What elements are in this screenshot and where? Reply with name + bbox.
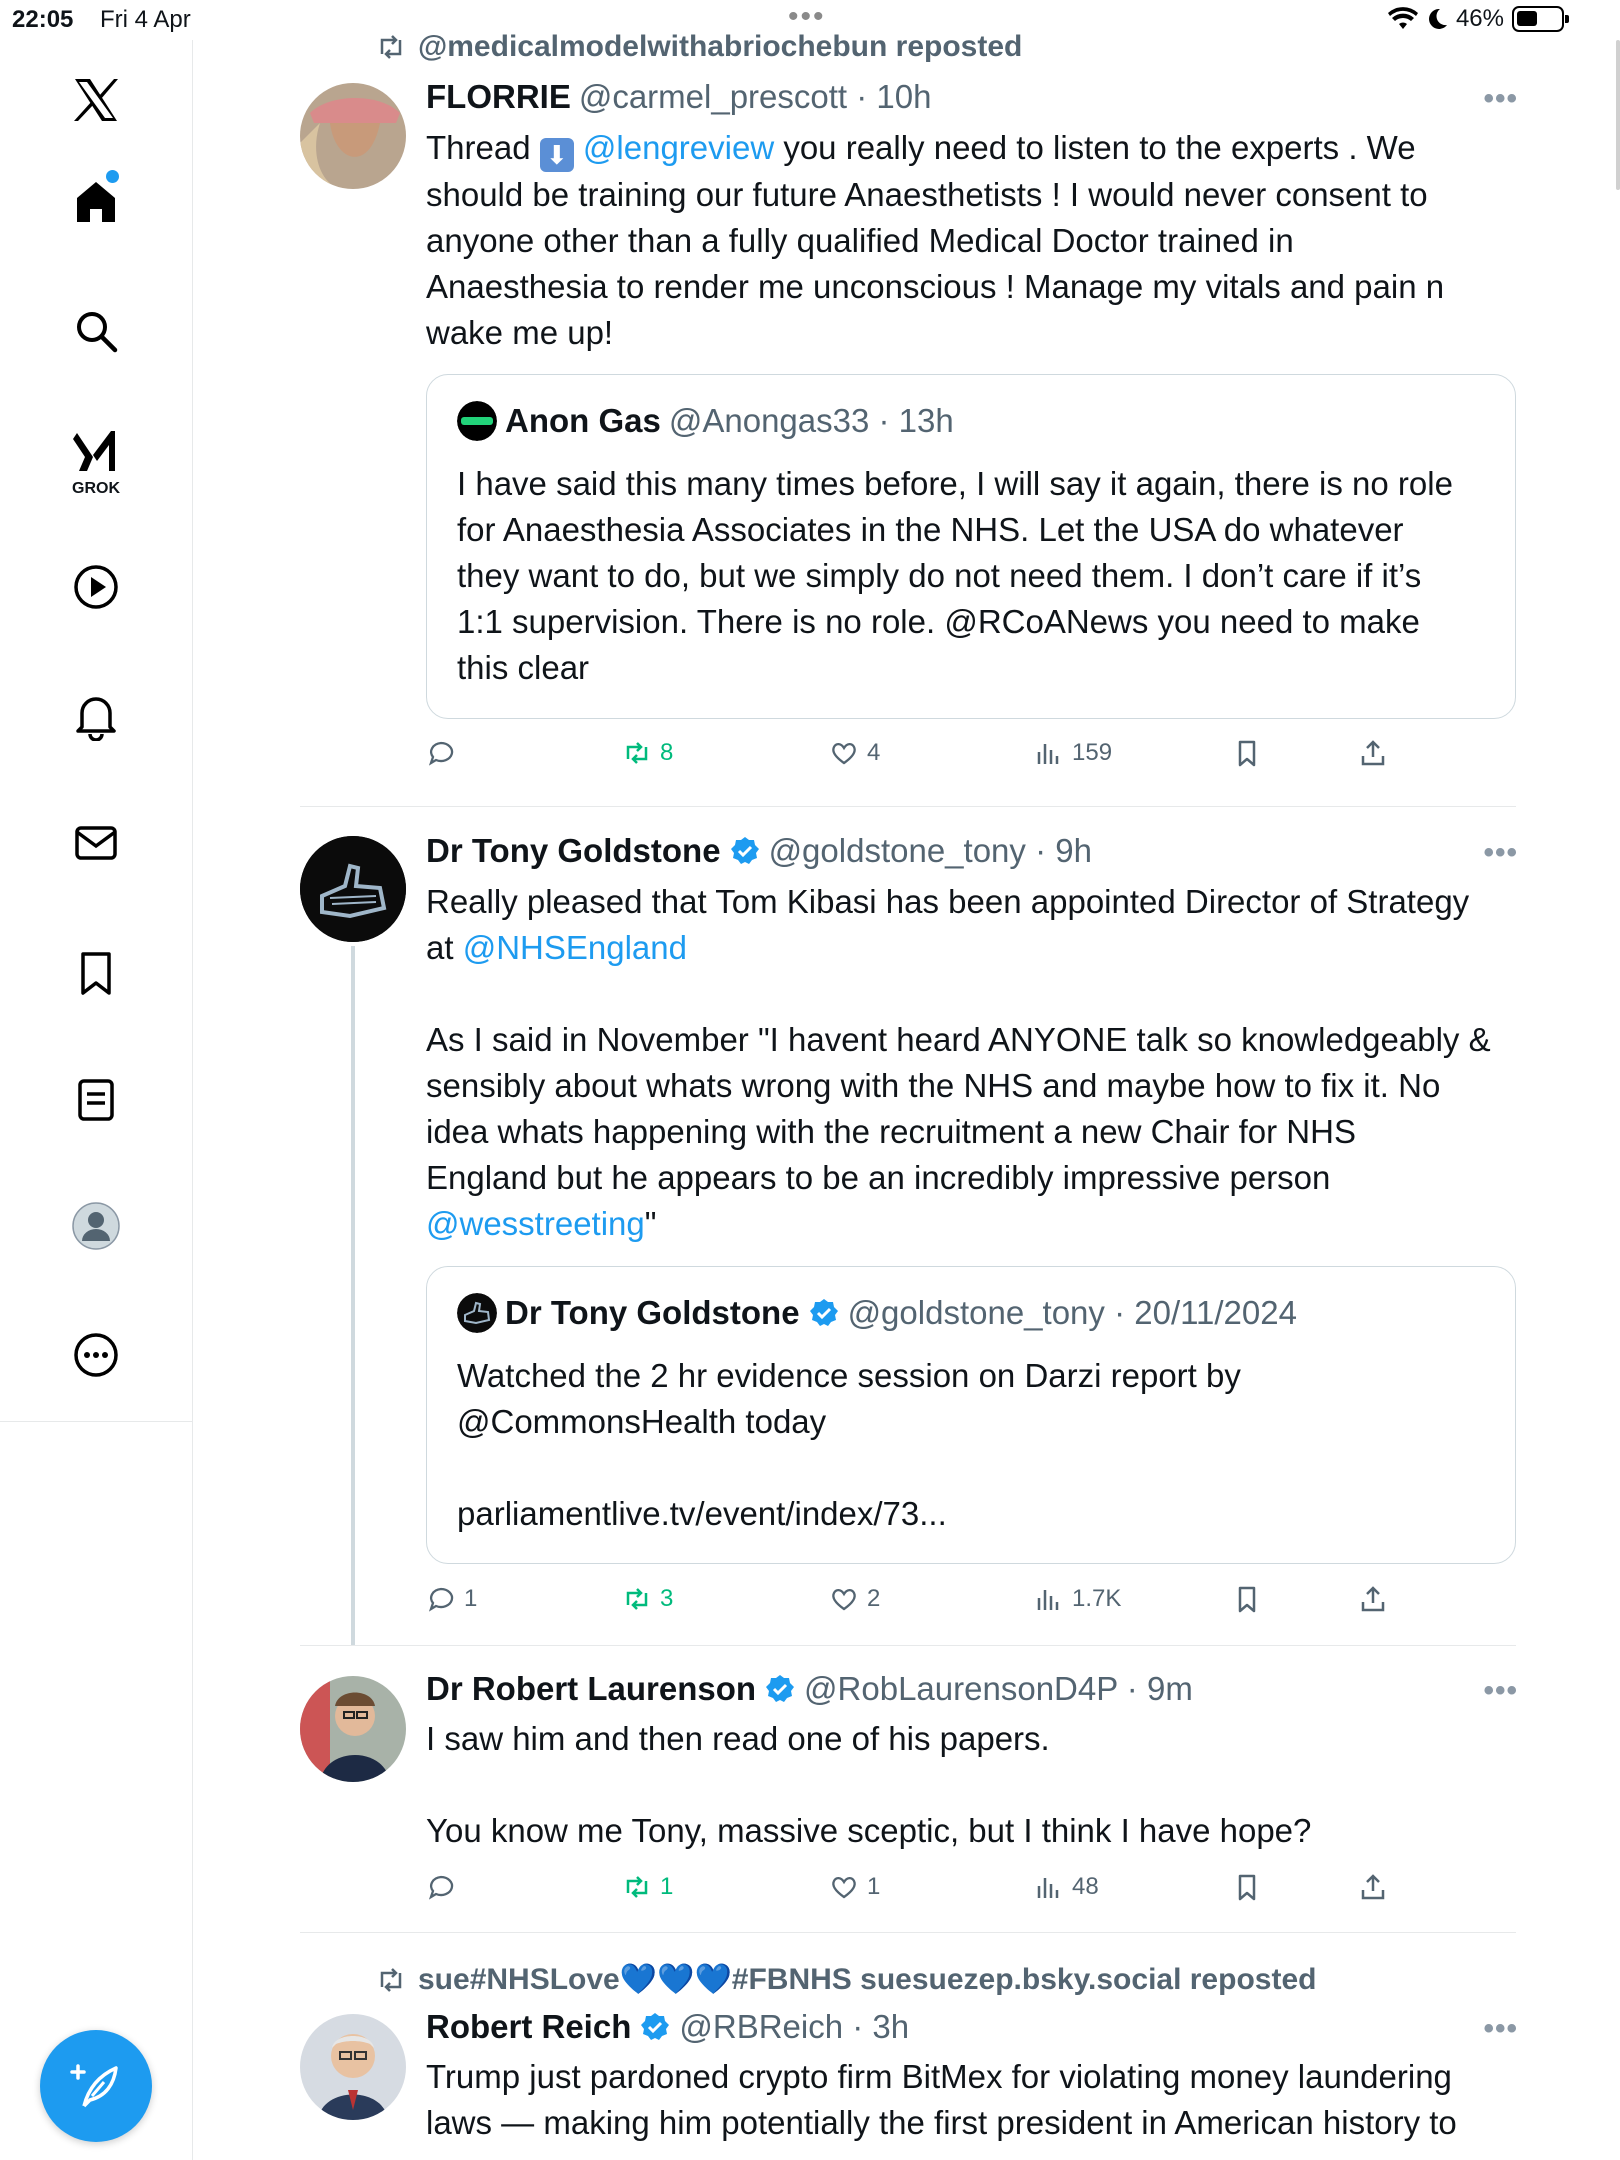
post-text-line: You know me Tony, massive sceptic, but I think I have hope? [426,1812,1312,1849]
views-button[interactable] [1034,1584,1121,1614]
sidebar [0,40,193,2160]
post-text-line: you really need to listen to the experts . We [783,129,1416,166]
author-handle-time[interactable]: @carmel_prescott · 10h [578,78,932,115]
x-logo-icon[interactable] [66,70,126,130]
post-text-line: As I said in November "I havent heard ANYONE talk so knowledgeably & [426,1021,1491,1058]
mention-link[interactable]: @NHSEngland [462,929,687,966]
bookmark-button[interactable] [1232,1872,1262,1902]
post-text-line: Really pleased that Tom Kibasi has been appointed Director of Strategy [426,883,1470,920]
post-divider [300,1932,1516,1933]
messages-envelope-icon[interactable] [66,813,126,873]
scrollbar[interactable] [1616,40,1620,190]
share-button[interactable] [1358,738,1388,768]
avatar[interactable] [300,83,406,189]
like-button[interactable] [829,1584,880,1614]
quote-author-meta: @goldstone_tony · 20/11/2024 [847,1294,1297,1331]
repost-icon [376,32,406,62]
post-text-line: wake me up! [426,314,614,351]
reply-icon [426,1872,456,1902]
repost-count: 1 [660,1873,674,1900]
bookmark-button[interactable] [1232,738,1262,768]
notifications-bell-icon[interactable] [66,686,126,746]
quote-text-line: Watched the 2 hr evidence session on Darzi report by [457,1357,1241,1394]
post-more-icon[interactable]: ••• [1483,1674,1518,1707]
post-actions [426,1872,1426,1912]
reply-count: 1 [464,1585,478,1612]
post-actions [426,1584,1426,1624]
reposted-by-text[interactable]: sue#NHSLove💙💙💙#FBNHS suesuezep.bsky.social reposted [418,1963,1317,1996]
quote-link-text[interactable]: parliamentlive.tv/event/index/73... [457,1495,947,1532]
author-handle-time[interactable]: @RBReich · 3h [679,2008,910,2045]
moon-icon [1426,7,1448,31]
heart-icon [829,738,859,768]
repost-icon [622,738,652,768]
quote-avatar [457,401,497,441]
like-count: 4 [867,739,881,766]
quote-author-name: Anon Gas [505,402,661,439]
author-handle-time[interactable]: @goldstone_tony · 9h [768,832,1092,869]
compose-post-button[interactable] [40,2030,152,2142]
post-text-line: I saw him and then read one of his papers. [426,1720,1050,1757]
reply-button[interactable] [426,1872,456,1902]
battery-icon [1512,6,1564,32]
post-text-line: Trump just pardoned crypto firm BitMex for violating money laundering [426,2058,1452,2095]
post-text-line: laws — making him potentially the first president in American history to [426,2104,1457,2141]
thread-connector [351,946,355,1646]
author-name[interactable]: Dr Robert Laurenson [426,1670,757,1707]
repost-button[interactable] [622,1584,673,1614]
author-handle-time[interactable]: @RobLaurensonD4P · 9m [804,1670,1193,1707]
view-count: 159 [1072,739,1113,766]
like-button[interactable] [829,738,880,768]
quote-text-line: I have said this many times before, I will say it again, there is no role [457,465,1453,502]
like-count: 2 [867,1585,881,1612]
reply-icon [426,1584,456,1614]
post-text [426,879,1521,1247]
heart-icon [829,1584,859,1614]
down-arrow-emoji-icon: ⬇ [540,138,574,172]
quote-text-line: they want to do, but we simply do not need them. I don’t care if it’s [457,557,1422,594]
avatar[interactable] [300,1676,406,1782]
reply-icon [426,738,456,768]
repost-icon [622,1584,652,1614]
post-text-line: " [644,1205,657,1242]
bookmark-icon [1232,1872,1262,1902]
bookmarks-icon[interactable] [66,943,126,1003]
reply-button[interactable] [426,1584,477,1614]
post-text-line: at [426,929,454,966]
post-text-line: should be training our future Anaesthetists ! I would never consent to [426,176,1428,213]
wifi-icon [1388,7,1418,31]
avatar[interactable] [300,836,406,942]
post-more-icon[interactable]: ••• [1483,82,1518,115]
quote-text-line: 1:1 supervision. There is no role. @RCoANews you need to make [457,603,1420,640]
quote-text-line: @CommonsHealth today [457,1403,827,1440]
share-button[interactable] [1358,1872,1388,1902]
share-icon [1358,1872,1388,1902]
author-name[interactable]: Dr Tony Goldstone [426,832,721,869]
post-text-line: sensibly about whats wrong with the NHS and maybe how to fix it. No [426,1067,1441,1104]
author-name[interactable]: FLORRIE [426,78,571,115]
like-count: 1 [867,1873,881,1900]
post-text-line: Thread [426,129,531,166]
lists-icon[interactable] [66,1070,126,1130]
post-actions [426,738,1426,778]
post-text-line: England but he appears to be an incredibly impressive person [426,1159,1331,1196]
verified-badge-icon [808,1297,840,1329]
repost-count: 8 [660,739,674,766]
view-count: 1.7K [1072,1585,1122,1612]
profile-avatar-icon[interactable] [66,1196,126,1256]
verified-badge-icon [729,835,761,867]
repost-count: 3 [660,1585,674,1612]
repost-button[interactable] [622,1872,673,1902]
search-icon[interactable] [66,301,126,361]
quoted-post[interactable] [426,1266,1516,1564]
views-chart-icon [1034,738,1064,768]
heart-icon [829,1872,859,1902]
views-button[interactable] [1034,738,1112,768]
grok-icon[interactable] [66,422,126,482]
status-time: 22:05 [12,6,74,33]
repost-icon [376,1965,406,1995]
post-text-line: Anaesthesia to render me unconscious ! Manage my vitals and pain n [426,268,1445,305]
compose-feather-icon [70,2060,122,2112]
like-button[interactable] [829,1872,880,1902]
repost-indicator [376,30,1022,64]
battery-percent: 46% [1455,5,1504,32]
post-more-icon[interactable]: ••• [1483,836,1518,869]
view-count: 48 [1072,1873,1099,1900]
views-chart-icon [1034,1872,1064,1902]
video-icon[interactable] [66,557,126,617]
grok-label: GROK [72,480,120,497]
post-text [426,125,1516,356]
post-text [426,2054,1521,2146]
avatar[interactable] [300,2014,406,2120]
quoted-post[interactable] [426,374,1516,719]
share-icon [1358,1584,1388,1614]
reply-button[interactable] [426,738,456,768]
post-divider [300,806,1516,807]
quote-author-name: Dr Tony Goldstone [505,1294,800,1331]
author-name[interactable]: Robert Reich [426,2008,632,2045]
repost-button[interactable] [622,738,673,768]
post-divider [300,1645,1516,1646]
verified-badge-icon [639,2011,671,2043]
repost-indicator [376,1962,1316,1997]
post-text-line: idea whats happening with the recruitment a new Chair for NHS [426,1113,1356,1150]
bookmark-button[interactable] [1232,1584,1262,1614]
verified-badge-icon [764,1673,796,1705]
post-more-icon[interactable]: ••• [1483,2012,1518,2045]
post-text [426,1716,1516,1854]
share-button[interactable] [1358,1584,1388,1614]
reposted-by-text[interactable]: @medicalmodelwithabriochebun reposted [418,30,1023,63]
mention-link[interactable]: @wesstreeting [426,1205,645,1242]
more-options-icon[interactable] [66,1325,126,1385]
mention-link[interactable]: @lengreview [582,129,775,166]
share-icon [1358,738,1388,768]
quote-avatar [457,1293,497,1333]
multitask-dots-icon[interactable]: ••• [788,0,826,33]
views-button[interactable] [1034,1872,1099,1902]
repost-icon [622,1872,652,1902]
bookmark-icon [1232,1584,1262,1614]
quote-text-line: this clear [457,649,590,686]
home-notification-dot [106,170,119,183]
post-text-line: anyone other than a fully qualified Medical Doctor trained in [426,222,1294,259]
sidebar-divider [0,1421,193,1422]
status-date: Fri 4 Apr [100,6,191,33]
quote-author-meta: @Anongas33 · 13h [668,402,954,439]
views-chart-icon [1034,1584,1064,1614]
quote-text-line: for Anaesthesia Associates in the NHS. Let the USA do whatever [457,511,1404,548]
bookmark-icon [1232,738,1262,768]
